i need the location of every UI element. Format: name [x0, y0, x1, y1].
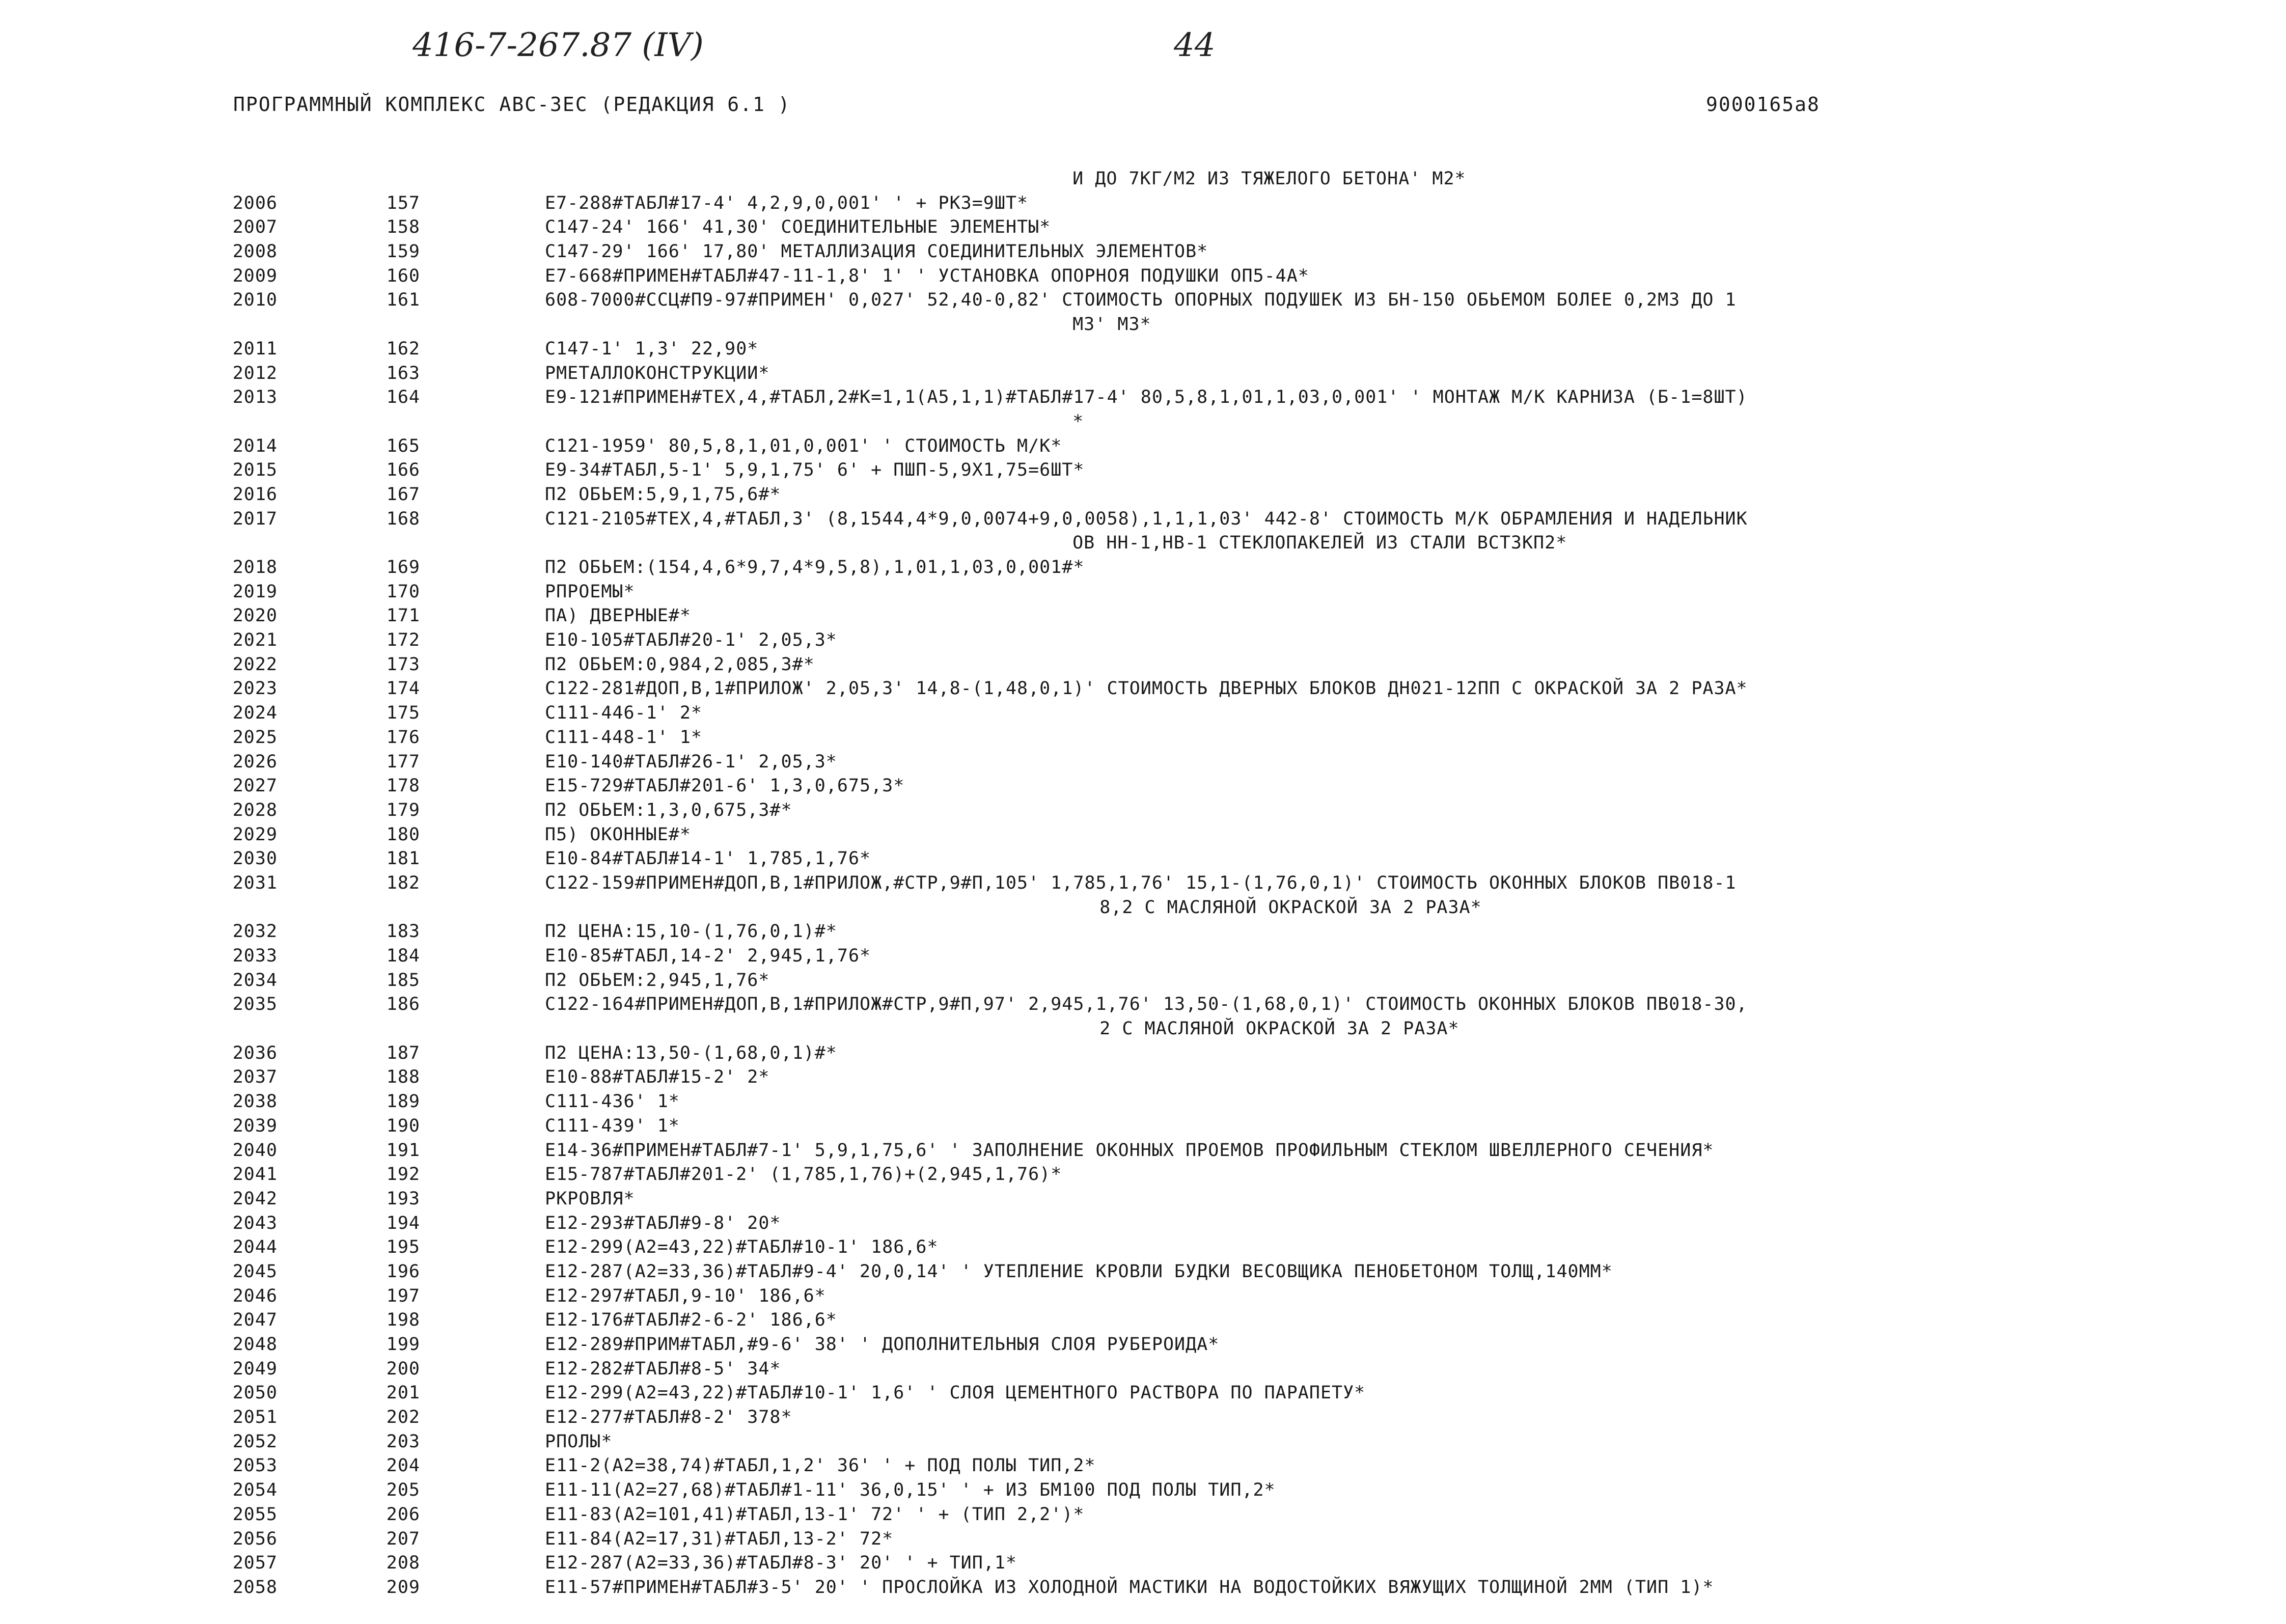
listing-row: [0, 1041, 2286, 1066]
statement-text: С122-159#ПРИМЕН#ДОП,В,1#ПРИЛОЖ,#СТР,9#П,105' 1,785,1,76' 15,1-(1,76,0,1)' СТОИМОСТЬ ОКОННЫХ БЛОКОВ ПВ018-1: [545, 872, 1737, 893]
statement-number: 177: [386, 751, 420, 772]
line-number: 2034: [232, 970, 278, 990]
line-number: 2044: [232, 1237, 278, 1258]
statement-number: 202: [386, 1407, 420, 1428]
statement-text: 8,2 С МАСЛЯНОЙ ОКРАСКОЙ ЗА 2 РАЗА*: [1099, 897, 1482, 918]
statement-text: Е10-88#ТАБЛ#15-2' 2*: [545, 1067, 770, 1088]
statement-number: [249, 896, 376, 920]
statement-text: Е7-288#ТАБЛ#17-4' 4,2,9,0,001' ' + РК3=9ШТ*: [545, 192, 1029, 213]
statement-number: 182: [386, 872, 420, 893]
statement-text: С147-29' 166' 17,80' МЕТАЛЛИЗАЦИЯ СОЕДИНИТЕЛЬНЫХ ЭЛЕМЕНТОВ*: [545, 241, 1208, 262]
statement-text: П2 ЦЕНА:15,10-(1,76,0,1)#*: [545, 921, 837, 942]
line-number: 2032: [232, 921, 278, 942]
statement-text: И ДО 7КГ/М2 ИЗ ТЯЖЕЛОГО БЕТОНА' М2*: [1072, 169, 1466, 189]
statement-number: [254, 313, 385, 337]
statement-text: Е12-277#ТАБЛ#8-2' 378*: [545, 1407, 792, 1428]
statement-number: 184: [386, 946, 420, 966]
statement-text: 608-7000#ССЦ#П9-97#ПРИМЕН' 0,027' 52,40-0,82' СТОИМОСТЬ ОПОРНЫХ ПОДУШЕК ИЗ БН-150 ОБЬЕМОМ БОЛЕЕ 0,2М3 ДО 1: [545, 290, 1737, 311]
statement-number: 171: [386, 605, 420, 626]
line-number: 2024: [232, 703, 278, 724]
statement-text: С122-164#ПРИМЕН#ДОП,В,1#ПРИЛОЖ#СТР,9#П,97' 2,945,1,76' 13,50-(1,68,0,1)' СТОИМОСТЬ ОКОННЫХ БЛОКОВ ПВ018-30,: [545, 994, 1748, 1015]
line-number: 2042: [232, 1188, 278, 1209]
listing-row: [0, 288, 2286, 313]
statement-number: 185: [386, 970, 420, 990]
listing-row: [0, 1357, 2286, 1382]
statement-text: Е10-105#ТАБЛ#20-1' 2,05,3*: [545, 630, 837, 651]
line-number: 2007: [232, 217, 278, 238]
handwritten-page-number: 44: [1174, 26, 1216, 64]
line-number: 2006: [232, 192, 278, 213]
line-number: 2008: [232, 241, 278, 262]
statement-text: С121-1959' 80,5,8,1,01,0,001' ' СТОИМОСТЬ М/К*: [545, 435, 1062, 456]
listing-row: [0, 774, 2286, 799]
statement-number: [249, 1017, 376, 1041]
statement-number: 164: [386, 387, 420, 408]
statement-number: 175: [386, 703, 420, 724]
line-number: 2048: [232, 1334, 278, 1355]
statement-text: П2 ЦЕНА:13,50-(1,68,0,1)#*: [545, 1042, 837, 1063]
line-number: 2016: [232, 484, 278, 505]
line-number: 2057: [232, 1553, 278, 1574]
statement-number: 195: [386, 1237, 420, 1258]
listing-row: [0, 944, 2286, 969]
statement-number: 161: [386, 290, 420, 311]
statement-text: П2 ОБЬЕМ:(154,4,6*9,7,4*9,5,8),1,01,1,03,0,001#*: [545, 557, 1085, 577]
statement-number: 168: [386, 508, 420, 529]
statement-number: 159: [386, 241, 420, 262]
listing-row: [0, 434, 2286, 459]
line-number: 2055: [232, 1504, 278, 1525]
listing-row: [0, 1260, 2286, 1284]
line-number: 2051: [232, 1407, 278, 1428]
listing-row: [0, 1090, 2286, 1114]
statement-text: ПА) ДВЕРНЫЕ#*: [545, 605, 691, 626]
line-number: 2015: [232, 460, 278, 481]
listing-continuation-row: [0, 896, 2286, 920]
line-number: [0, 531, 254, 556]
listing-continuation-row: [0, 313, 2286, 337]
statement-text: Е10-84#ТАБЛ#14-1' 1,785,1,76*: [545, 848, 871, 869]
listing-row: [0, 556, 2286, 580]
listing-row: [0, 677, 2286, 701]
statement-text: М3' М3*: [1072, 314, 1151, 335]
line-number: 2053: [232, 1455, 278, 1476]
statement-text: Е15-787#ТАБЛ#201-2' (1,785,1,76)+(2,945,1,76)*: [545, 1164, 1062, 1185]
statement-text: Е12-287(А2=33,36)#ТАБЛ#8-3' 20' ' + ТИП,1*: [545, 1553, 1017, 1574]
listing-row: [0, 1478, 2286, 1503]
statement-number: 204: [386, 1455, 420, 1476]
line-number: 2013: [232, 387, 278, 408]
listing-row: [0, 628, 2286, 653]
statement-number: [254, 531, 385, 556]
statement-number: 183: [386, 921, 420, 942]
statement-text: Е7-668#ПРИМЕН#ТАБЛ#47-11-1,8' 1' ' УСТАНОВКА ОПОРНОЯ ПОДУШКИ ОП5-4А*: [545, 265, 1309, 286]
statement-number: 180: [386, 824, 420, 845]
line-number: 2030: [232, 848, 278, 869]
listing-row: [0, 1381, 2286, 1406]
statement-number: 167: [386, 484, 420, 505]
listing-row: [0, 1163, 2286, 1187]
statement-number: 194: [386, 1213, 420, 1233]
listing-row: [0, 969, 2286, 993]
statement-number: [254, 167, 385, 191]
line-number: 2049: [232, 1358, 278, 1379]
line-number: 2009: [232, 265, 278, 286]
line-number: 2021: [232, 630, 278, 651]
statement-text: Е12-293#ТАБЛ#9-8' 20*: [545, 1213, 781, 1233]
line-number: 2043: [232, 1213, 278, 1233]
line-number: 2036: [232, 1042, 278, 1063]
line-number: 2056: [232, 1528, 278, 1549]
listing-row: [0, 1235, 2286, 1260]
statement-number: 178: [386, 776, 420, 796]
statement-number: 206: [386, 1504, 420, 1525]
line-number: 2050: [232, 1383, 278, 1403]
listing-row: [0, 580, 2286, 604]
listing-continuation-row: [0, 1017, 2286, 1041]
listing-row: [0, 483, 2286, 507]
line-number: 2023: [232, 678, 278, 699]
line-number: 2029: [232, 824, 278, 845]
listing-row: [0, 1187, 2286, 1212]
statement-number: 176: [386, 727, 420, 748]
statement-number: 203: [386, 1431, 420, 1452]
statement-text: П2 ОБЬЕМ:2,945,1,76*: [545, 970, 770, 990]
line-number: 2028: [232, 800, 278, 820]
statement-number: 189: [386, 1091, 420, 1112]
listing-continuation-row: [0, 531, 2286, 556]
line-number: 2011: [232, 338, 278, 359]
statement-text: С122-281#ДОП,В,1#ПРИЛОЖ' 2,05,3' 14,8-(1,48,0,1)' СТОИМОСТЬ ДВЕРНЫХ БЛОКОВ ДН021-12ПП С ОКРАСКОЙ ЗА 2 РАЗА*: [545, 678, 1748, 699]
line-number: [0, 313, 254, 337]
statement-number: 208: [386, 1553, 420, 1574]
line-number: 2017: [232, 508, 278, 529]
line-number: 2046: [232, 1285, 278, 1306]
listing-row: [0, 1212, 2286, 1236]
line-number: 2047: [232, 1310, 278, 1331]
statement-text: Е11-57#ПРИМЕН#ТАБЛ#3-5' 20' ' ПРОСЛОЙКА ИЗ ХОЛОДНОЙ МАСТИКИ НА ВОДОСТОЙКИХ ВЯЖУЩИХ ТОЛЩИНОЙ 2ММ (ТИП 1)*: [545, 1577, 1714, 1598]
statement-text: П5) ОКОННЫЕ#*: [545, 824, 691, 845]
line-number: 2052: [232, 1431, 278, 1452]
statement-text: Е12-299(А2=43,22)#ТАБЛ#10-1' 186,6*: [545, 1237, 939, 1258]
statement-text: РКРОВЛЯ*: [545, 1188, 635, 1209]
statement-number: 190: [386, 1115, 420, 1136]
statement-number: 165: [386, 435, 420, 456]
statement-number: 163: [386, 363, 420, 383]
listing-row: [0, 701, 2286, 726]
statement-text: С147-1' 1,3' 22,90*: [545, 338, 759, 359]
statement-number: 181: [386, 848, 420, 869]
line-number: 2033: [232, 946, 278, 966]
statement-number: 188: [386, 1067, 420, 1088]
statement-text: РПОЛЫ*: [545, 1431, 613, 1452]
statement-text: Е9-121#ПРИМЕН#ТЕХ,4,#ТАБЛ,2#К=1,1(А5,1,1)#ТАБЛ#17-4' 80,5,8,1,01,1,03,0,001' ' МОНТАЖ М/К КАРНИЗА (Б-1=8ШТ): [545, 387, 1748, 408]
statement-text: П2 ОБЬЕМ:1,3,0,675,3#*: [545, 800, 792, 820]
statement-text: П2 ОБЬЕМ:0,984,2,085,3#*: [545, 654, 815, 675]
document-id: 9000165а8: [1706, 93, 1820, 116]
line-number: 2040: [232, 1140, 278, 1161]
statement-number: 198: [386, 1310, 420, 1331]
listing-row: [0, 1139, 2286, 1163]
line-number: 2031: [232, 872, 278, 893]
statement-number: 174: [386, 678, 420, 699]
statement-number: 193: [386, 1188, 420, 1209]
statement-text: Е11-11(А2=27,68)#ТАБЛ#1-11' 36,0,15' ' + ИЗ БМ100 ПОД ПОЛЫ ТИП,2*: [545, 1480, 1276, 1501]
statement-number: 186: [386, 994, 420, 1015]
line-number: 2039: [232, 1115, 278, 1136]
statement-text: Е12-297#ТАБЛ,9-10' 186,6*: [545, 1285, 826, 1306]
statement-text: Е12-289#ПРИМ#ТАБЛ,#9-6' 38' ' ДОПОЛНИТЕЛЬНЫЯ СЛОЯ РУБЕРОИДА*: [545, 1334, 1220, 1355]
statement-number: 209: [386, 1577, 420, 1598]
statement-number: 170: [386, 581, 420, 602]
statement-text: П2 ОБЬЕМ:5,9,1,75,6#*: [545, 484, 781, 505]
line-number: 2014: [232, 435, 278, 456]
listing-row: [0, 871, 2286, 896]
listing-row: [0, 1576, 2286, 1600]
listing-row: [0, 799, 2286, 823]
line-number: 2025: [232, 727, 278, 748]
statement-text: Е10-140#ТАБЛ#26-1' 2,05,3*: [545, 751, 837, 772]
listing-row: [0, 240, 2286, 264]
statement-number: 173: [386, 654, 420, 675]
statement-number: 200: [386, 1358, 420, 1379]
listing-row: [0, 726, 2286, 750]
listing-row: [0, 1503, 2286, 1527]
statement-text: Е12-287(А2=33,36)#ТАБЛ#9-4' 20,0,14' ' УТЕПЛЕНИЕ КРОВЛИ БУДКИ ВЕСОВЩИКА ПЕНОБЕТОНОМ ТОЛЩ,140ММ*: [545, 1261, 1613, 1282]
statement-text: Е10-85#ТАБЛ,14-2' 2,945,1,76*: [545, 946, 871, 966]
program-title: ПРОГРАММНЫЙ КОМПЛЕКС АВС-3ЕС (РЕДАКЦИЯ 6.1 ): [233, 93, 791, 116]
listing-row: [0, 215, 2286, 240]
statement-text: Е9-34#ТАБЛ,5-1' 5,9,1,75' 6' + ПШП-5,9Х1,75=6ШТ*: [545, 460, 1085, 481]
listing-row: [0, 337, 2286, 362]
listing-row: [0, 653, 2286, 677]
listing-row: [0, 1551, 2286, 1576]
line-number: [0, 896, 249, 920]
listing-row: [0, 1308, 2286, 1333]
statement-text: Е14-36#ПРИМЕН#ТАБЛ#7-1' 5,9,1,75,6' ' ЗАПОЛНЕНИЕ ОКОННЫХ ПРОЕМОВ ПРОФИЛЬНЫМ СТЕКЛОМ ШВЕЛЛЕРНОГО СЕЧЕНИЯ*: [545, 1140, 1714, 1161]
statement-number: 179: [386, 800, 420, 820]
statement-number: 160: [386, 265, 420, 286]
line-number: 2027: [232, 776, 278, 796]
listing-row: [0, 920, 2286, 944]
statement-text: С111-446-1' 2*: [545, 703, 703, 724]
statement-number: 157: [386, 192, 420, 213]
listing-row: [0, 458, 2286, 483]
line-number: [0, 167, 254, 191]
listing-row: [0, 1430, 2286, 1454]
listing-row: [0, 1114, 2286, 1139]
statement-number: 207: [386, 1528, 420, 1549]
statement-text: Е11-84(А2=17,31)#ТАБЛ,13-2' 72*: [545, 1528, 894, 1549]
statement-number: 166: [386, 460, 420, 481]
statement-text: С111-448-1' 1*: [545, 727, 703, 748]
line-number: 2010: [232, 290, 278, 311]
statement-number: [254, 410, 385, 434]
statement-text: *: [1072, 411, 1084, 432]
listing-row: [0, 750, 2286, 775]
handwritten-document-code: 416-7-267.87 (IV): [412, 26, 704, 64]
line-number: 2020: [232, 605, 278, 626]
line-number: [0, 410, 254, 434]
statement-number: 172: [386, 630, 420, 651]
program-listing: [0, 167, 2286, 1600]
listing-row: [0, 362, 2286, 386]
statement-number: 205: [386, 1480, 420, 1501]
statement-number: 192: [386, 1164, 420, 1185]
listing-row: [0, 264, 2286, 289]
statement-text: С111-439' 1*: [545, 1115, 680, 1136]
statement-text: С147-24' 166' 41,30' СОЕДИНИТЕЛЬНЫЕ ЭЛЕМЕНТЫ*: [545, 217, 1051, 238]
line-number: 2012: [232, 363, 278, 383]
statement-number: 191: [386, 1140, 420, 1161]
statement-text: Е11-83(А2=101,41)#ТАБЛ,13-1' 72' ' + (ТИП 2,2')*: [545, 1504, 1085, 1525]
statement-number: 158: [386, 217, 420, 238]
statement-text: С121-2105#ТЕХ,4,#ТАБЛ,3' (8,1544,4*9,0,0074+9,0,0058),1,1,1,03' 442-8' СТОИМОСТЬ М/К ОБРАМЛЕНИЯ И НАДЕЛЬНИК: [545, 508, 1748, 529]
statement-text: РМЕТАЛЛОКОНСТРУКЦИИ*: [545, 363, 770, 383]
listing-row: [0, 604, 2286, 628]
listing-continuation-row: [0, 410, 2286, 434]
statement-number: 196: [386, 1261, 420, 1282]
line-number: 2022: [232, 654, 278, 675]
listing-row: [0, 1065, 2286, 1090]
listing-continuation-row: [0, 167, 2286, 191]
statement-text: Е12-176#ТАБЛ#2-6-2' 186,6*: [545, 1310, 837, 1331]
statement-text: Е11-2(А2=38,74)#ТАБЛ,1,2' 36' ' + ПОД ПОЛЫ ТИП,2*: [545, 1455, 1096, 1476]
statement-text: Е12-299(А2=43,22)#ТАБЛ#10-1' 1,6' ' СЛОЯ ЦЕМЕНТНОГО РАСТВОРА ПО ПАРАПЕТУ*: [545, 1383, 1366, 1403]
statement-number: 162: [386, 338, 420, 359]
statement-number: 187: [386, 1042, 420, 1063]
listing-row: [0, 386, 2286, 410]
statement-number: 201: [386, 1383, 420, 1403]
line-number: 2019: [232, 581, 278, 602]
statement-text: 2 С МАСЛЯНОЙ ОКРАСКОЙ ЗА 2 РАЗА*: [1099, 1019, 1459, 1039]
statement-number: 169: [386, 557, 420, 577]
statement-number: 197: [386, 1285, 420, 1306]
line-number: 2041: [232, 1164, 278, 1185]
statement-number: 199: [386, 1334, 420, 1355]
listing-row: [0, 1333, 2286, 1357]
line-number: 2058: [232, 1577, 278, 1598]
listing-row: [0, 1284, 2286, 1309]
statement-text: Е15-729#ТАБЛ#201-6' 1,3,0,675,3*: [545, 776, 905, 796]
line-number: 2018: [232, 557, 278, 577]
line-number: 2037: [232, 1067, 278, 1088]
line-number: 2045: [232, 1261, 278, 1282]
listing-row: [0, 1406, 2286, 1430]
line-number: [0, 1017, 249, 1041]
listing-row: [0, 1527, 2286, 1552]
listing-row: [0, 993, 2286, 1017]
line-number: 2038: [232, 1091, 278, 1112]
listing-row: [0, 823, 2286, 847]
line-number: 2035: [232, 994, 278, 1015]
statement-text: РПРОЕМЫ*: [545, 581, 635, 602]
statement-text: Е12-282#ТАБЛ#8-5' 34*: [545, 1358, 781, 1379]
line-number: 2054: [232, 1480, 278, 1501]
listing-row: [0, 507, 2286, 532]
statement-text: ОВ НН-1,НВ-1 СТЕКЛОПАКЕЛЕЙ ИЗ СТАЛИ ВСТ3КП2*: [1072, 533, 1567, 554]
listing-row: [0, 847, 2286, 871]
listing-row: [0, 1454, 2286, 1478]
listing-row: [0, 191, 2286, 216]
line-number: 2026: [232, 751, 278, 772]
statement-text: С111-436' 1*: [545, 1091, 680, 1112]
